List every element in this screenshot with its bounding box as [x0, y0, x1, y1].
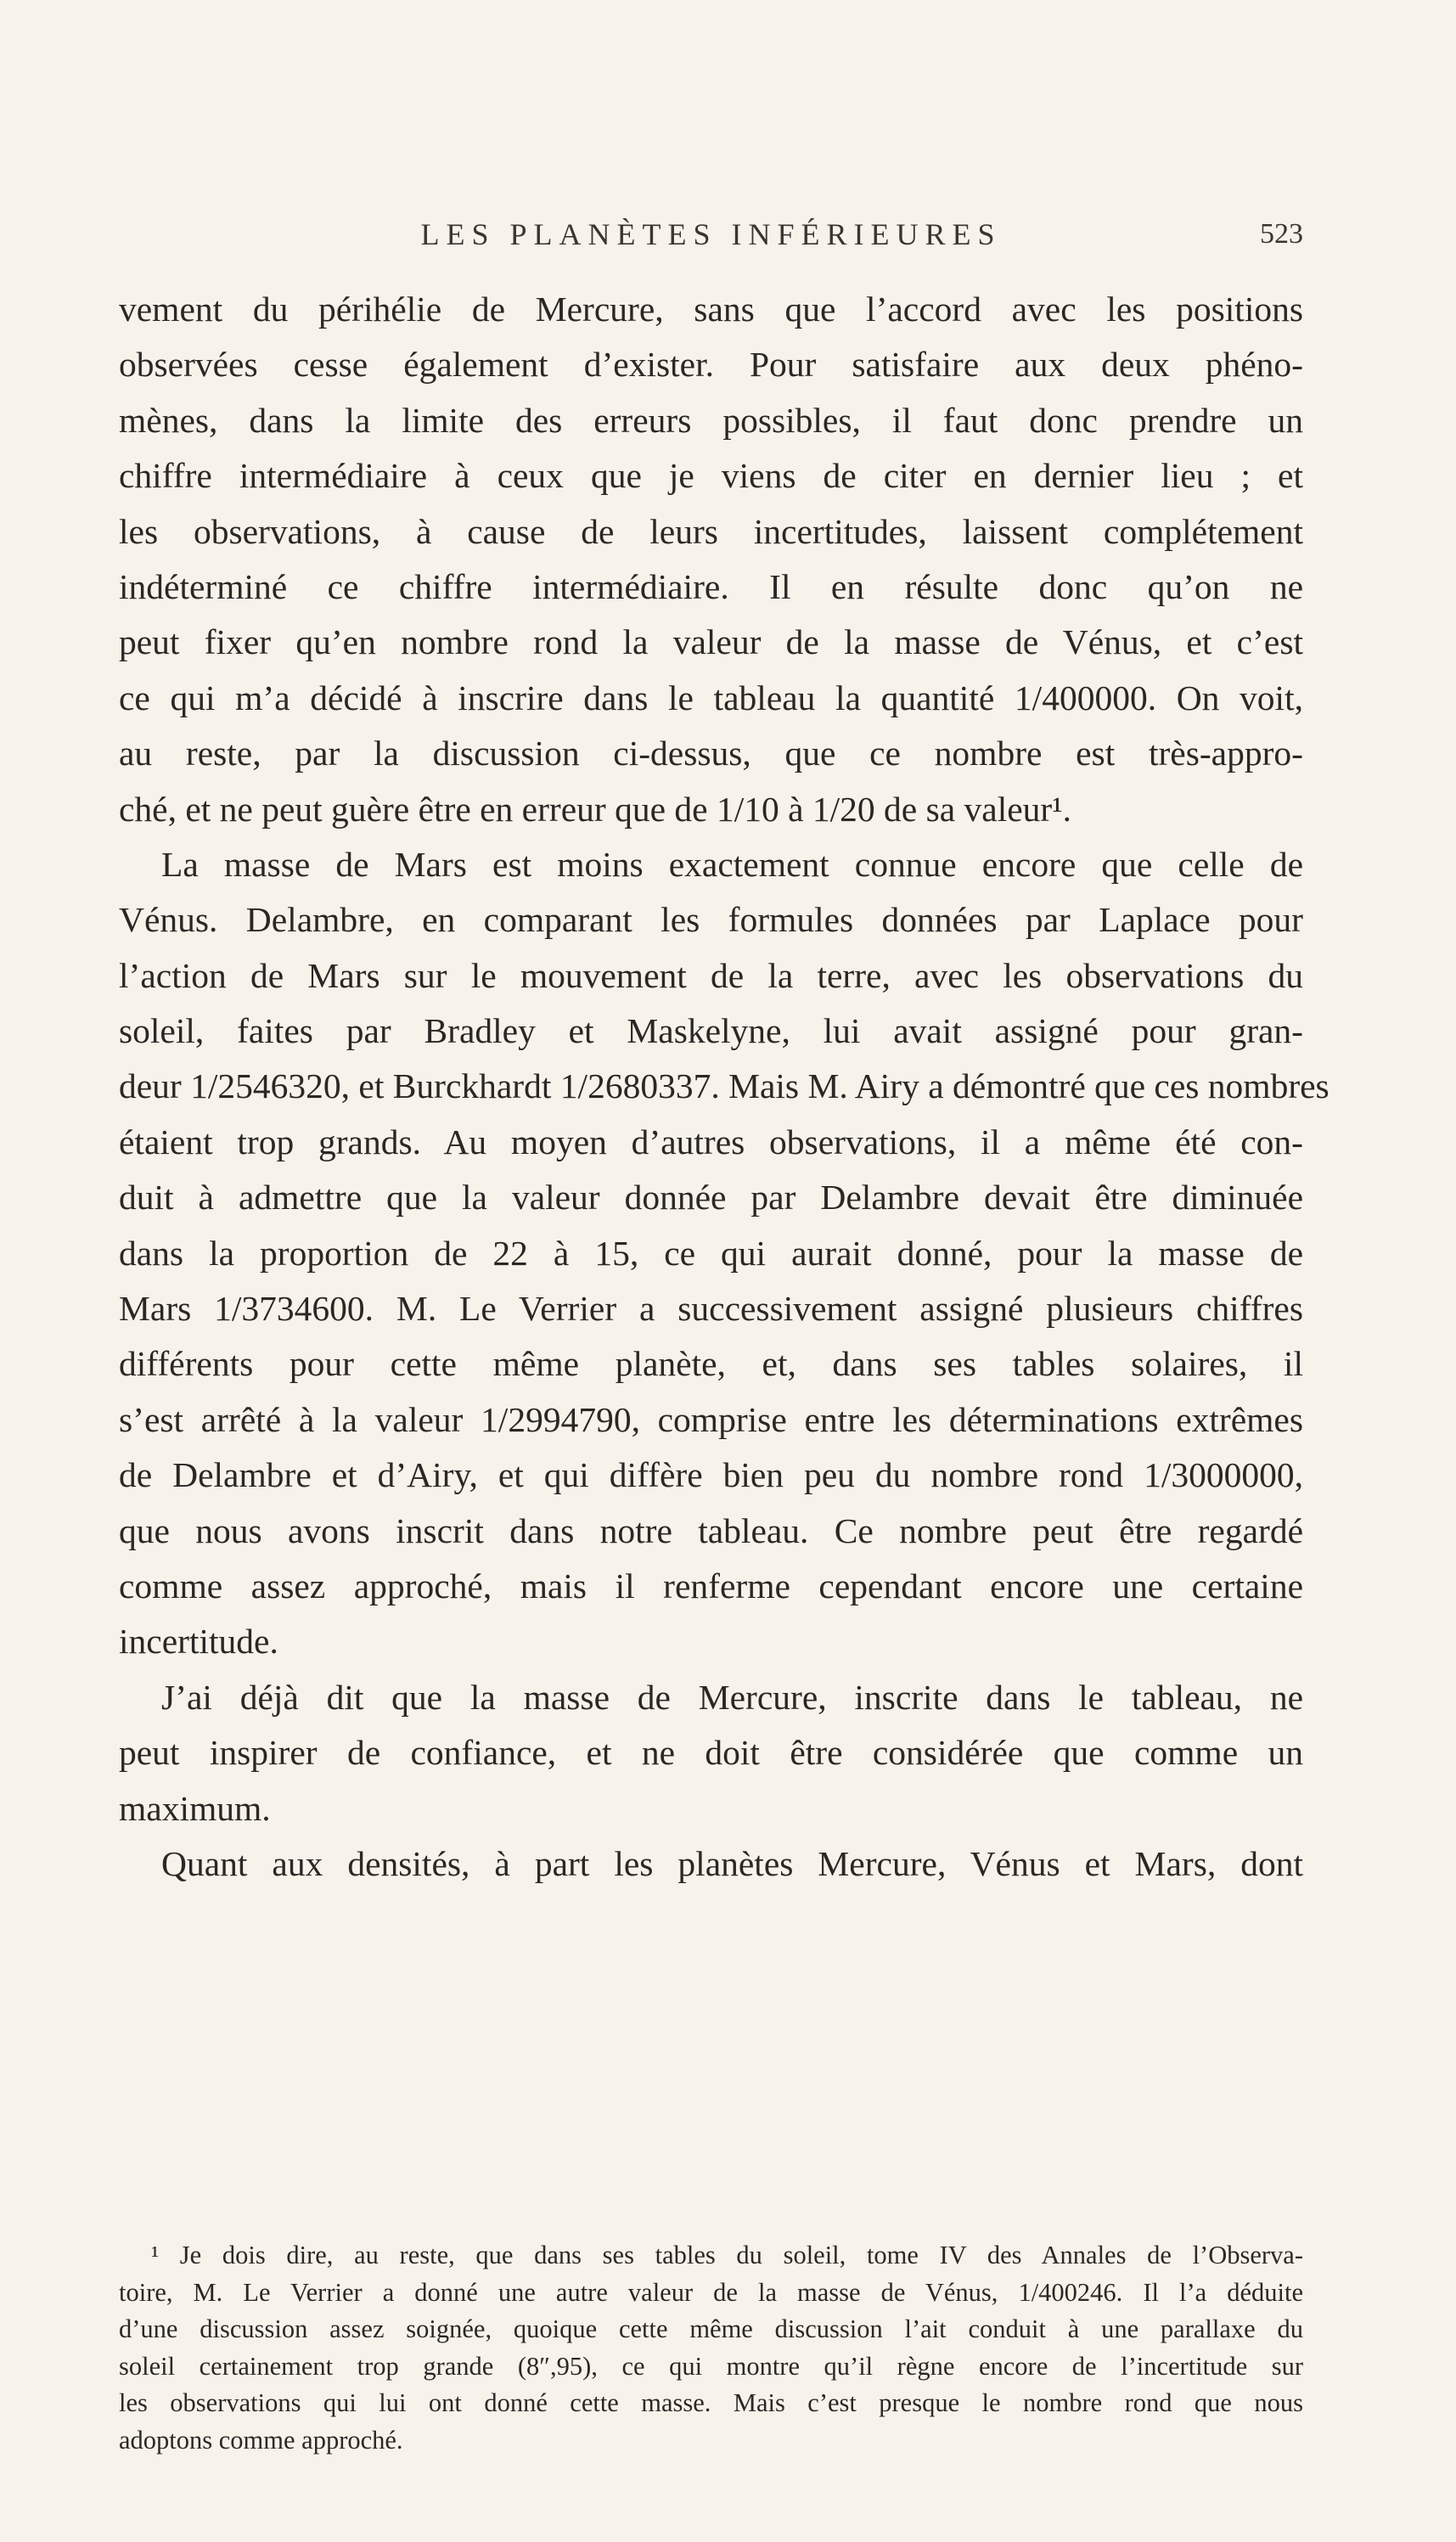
- text-line: observées cesse également d’exister. Pour satisfaire aux deux phéno-: [119, 345, 1303, 385]
- text-line: peut fixer qu’en nombre rond la valeur de la masse de Vénus, et c’est: [119, 622, 1303, 662]
- body-text: [119, 282, 1330, 1892]
- running-title: LES PLANÈTES INFÉRIEURES: [420, 217, 1002, 251]
- text-line: s’est arrêté à la valeur 1/2994790, comprise entre les déterminations extrêmes: [119, 1399, 1303, 1439]
- footnote-line: les observations qui lui ont donné cette masse. Mais c’est presque le nombre rond que nous: [119, 2388, 1303, 2418]
- text-line: deur 1/2546320, et Burckhardt 1/2680337. Mais M. Airy a démontré que ces nombres: [119, 1066, 1330, 1106]
- text-line: au reste, par la discussion ci-dessus, que ce nombre est très-appro-: [119, 734, 1303, 773]
- text-line: dans la proportion de 22 à 15, ce qui aurait donné, pour la masse de: [119, 1233, 1303, 1273]
- text-line: ce qui m’a décidé à inscrire dans le tableau la quantité 1/400000. On voit,: [119, 678, 1303, 717]
- text-line: différents pour cette même planète, et, dans ses tables solaires, il: [119, 1344, 1303, 1384]
- text-line: indéterminé ce chiffre intermédiaire. Il en résulte donc qu’on ne: [119, 566, 1303, 606]
- text-line: duit à admettre que la valeur donnée par Delambre devait être diminuée: [119, 1178, 1303, 1218]
- text-line: incertitude.: [119, 1622, 278, 1662]
- page-header: [119, 217, 1303, 250]
- text-line: Mars 1/3734600. M. Le Verrier a successivement assigné plusieurs chiffres: [119, 1289, 1303, 1329]
- footnote-line: d’une discussion assez soignée, quoique cette même discussion l’ait conduit à une parallaxe du: [119, 2314, 1303, 2344]
- text-line: Quant aux densités, à part les planètes Mercure, Vénus et Mars, dont: [161, 1843, 1303, 1883]
- text-line: chiffre intermédiaire à ceux que je viens de citer en dernier lieu ; et: [119, 456, 1303, 496]
- footnote-line: ¹ Je dois dire, au reste, que dans ses tables du soleil, tome IV des Annales de l’Observa-: [151, 2241, 1303, 2269]
- text-line: Vénus. Delambre, en comparant les formules données par Laplace pour: [119, 900, 1303, 940]
- text-line: étaient trop grands. Au moyen d’autres observations, il a même été con-: [119, 1122, 1303, 1161]
- text-line: soleil, faites par Bradley et Maskelyne, lui avait assigné pour gran-: [119, 1011, 1303, 1051]
- footnote-line: adoptons comme approché.: [119, 2425, 403, 2455]
- text-line: J’ai déjà dit que la masse de Mercure, inscrite dans le tableau, ne: [161, 1677, 1303, 1717]
- text-line: maximum.: [119, 1788, 271, 1828]
- text-line: mènes, dans la limite des erreurs possibles, il faut donc prendre un: [119, 400, 1303, 440]
- text-line: comme assez approché, mais il renferme cependant encore une certaine: [119, 1566, 1303, 1606]
- page-number: 523: [1260, 218, 1303, 250]
- footnote-line: soleil certainement trop grande (8″,95), ce qui montre qu’il règne encore de l’incertitude sur: [119, 2351, 1303, 2381]
- footnote-line: toire, M. Le Verrier a donné une autre valeur de la masse de Vénus, 1/400246. Il l’a déduite: [119, 2277, 1303, 2307]
- footnotes: [119, 2237, 1303, 2460]
- text-line: peut inspirer de confiance, et ne doit être considérée que comme un: [119, 1733, 1303, 1773]
- text-line: de Delambre et d’Airy, et qui diffère bien peu du nombre rond 1/3000000,: [119, 1455, 1303, 1495]
- text-line: La masse de Mars est moins exactement connue encore que celle de: [161, 844, 1303, 884]
- text-line: vement du périhélie de Mercure, sans que l’accord avec les positions: [119, 290, 1303, 329]
- text-line: les observations, à cause de leurs incertitudes, laissent complétement: [119, 511, 1303, 551]
- text-line: que nous avons inscrit dans notre tableau. Ce nombre peut être regardé: [119, 1510, 1303, 1550]
- text-line: l’action de Mars sur le mouvement de la terre, avec les observations du: [119, 955, 1303, 995]
- text-line: ché, et ne peut guère être en erreur que de 1/10 à 1/20 de sa valeur¹.: [119, 789, 1072, 829]
